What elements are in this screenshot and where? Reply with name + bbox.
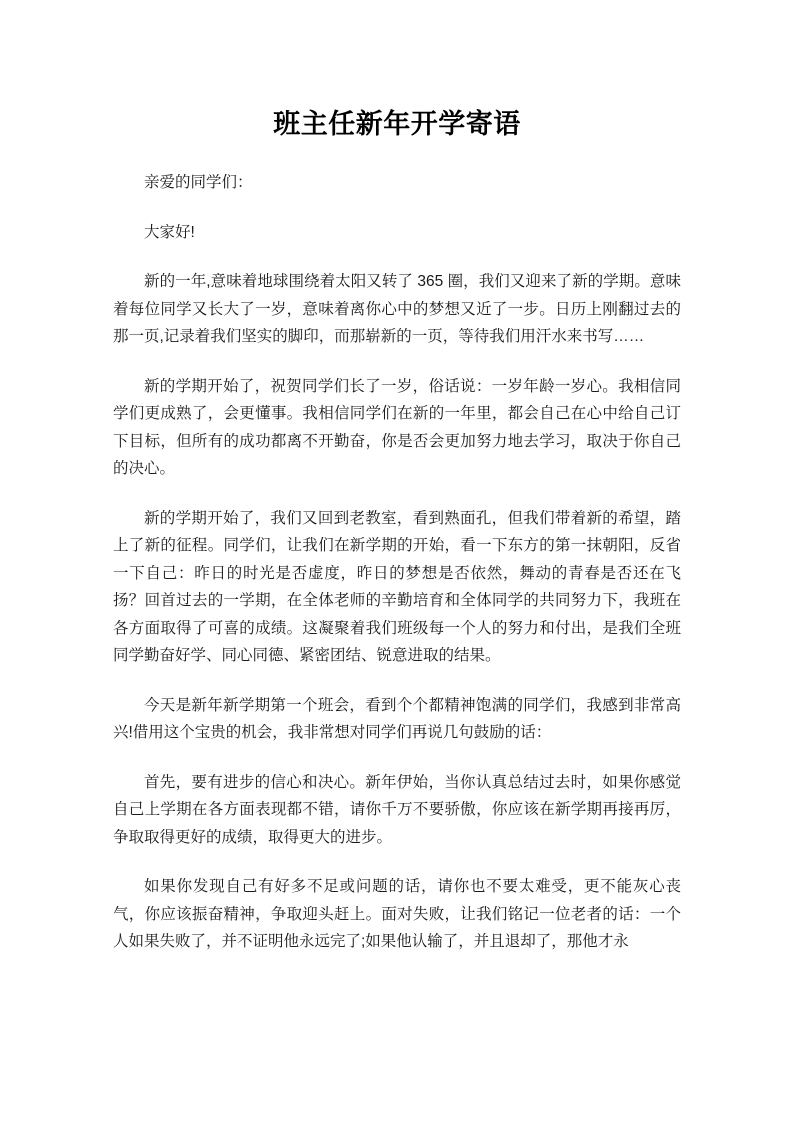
paragraph-reflection: 新的学期开始了，我们又回到老教室，看到熟面孔，但我们带着新的希望，踏上了新的征程。同学们，让我们在新学期的开始，看一下东方的第一抹朝阳，反省一下自己：昨日的时光是否虚度，昨日的梦想是否依然，舞动的青春是否还在飞扬？回首过去的一学期，在全体老师的辛勤培育和全体同学的共同努力下，我班在各方面取得了可喜的成绩。这凝聚着我们班级每一个人的努力和付出，是我们全班同学勤奋好学、同心同德、紧密团结、锐意进取的结果。 xyxy=(113,509,681,664)
paragraph-new-year: 新的一年,意味着地球围绕着太阳又转了 365 圈，我们又迎来了新的学期。意味着每位同学又长大了一岁，意味着离你心中的梦想又近了一步。日历上刚翻过去的那一页,记录着我们坚实的脚印，而那崭新的一页，等待我们用汗水来书写…… xyxy=(113,273,681,345)
greeting-line: 大家好! xyxy=(144,223,195,241)
document-title: 班主任新年开学寄语 xyxy=(273,109,521,139)
paragraph-facing-failure: 如果你发现自己有好多不足或问题的话，请你也不要太难受，更不能灰心丧气，你应该振奋精神，争取迎头赶上。面对失败，让我们铭记一位老者的话：一个人如果失败了，并不证明他永远完了;如果他认输了，并且退却了，那他才永 xyxy=(113,878,681,950)
paragraph-class-meeting: 今天是新年新学期第一个班会，看到个个都精神饱满的同学们，我感到非常高兴!借用这个宝贵的机会，我非常想对同学们再说几句鼓励的话： xyxy=(113,696,681,741)
paragraph-encouragement-first: 首先，要有进步的信心和决心。新年伊始，当你认真总结过去时，如果你感觉自己上学期在各方面表现都不错，请你千万不要骄傲，你应该在新学期再接再厉，争取取得更好的成绩，取得更大的进步。 xyxy=(113,773,681,846)
salutation-line: 亲爱的同学们： xyxy=(144,174,253,191)
document-content xyxy=(113,103,681,956)
paragraph-new-term-wishes: 新的学期开始了，祝贺同学们长了一岁，俗话说：一岁年龄一岁心。我相信同学们更成熟了，会更懂事。我相信同学们在新的一年里，都会自己在心中给自己订下目标，但所有的成功都离不开勤奋，你是否会更加努力地去学习，取决于你自己的决心。 xyxy=(113,377,681,477)
